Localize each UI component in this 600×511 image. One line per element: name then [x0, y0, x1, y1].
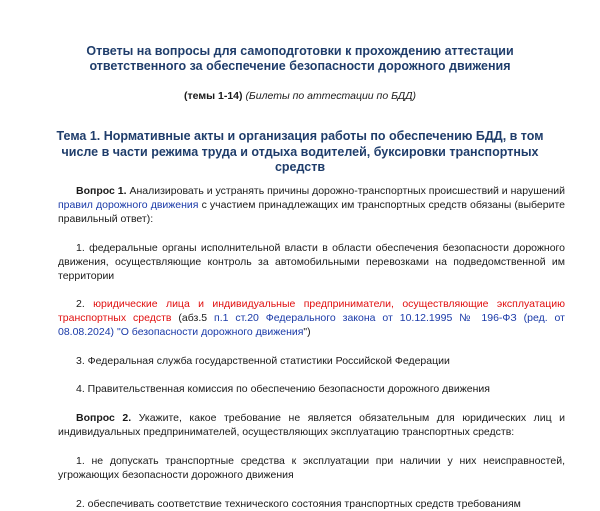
answer-2-number: 2.: [76, 298, 85, 310]
document-subtitle: [0, 90, 600, 103]
question-1-answer-2: [58, 297, 565, 339]
question-1-text-part1: Анализировать и устранять причины дорожно-транспортных происшествий и нарушений: [129, 185, 565, 197]
subtitle-topics: (темы 1-14): [184, 90, 243, 102]
question-2-text: Укажите, какое требование не является обязательным для юридических лиц и индивидуальных предпринимателей, осуществляющих эксплуатацию транспортных средств:: [58, 412, 566, 438]
law-article-link[interactable]: п.1 ст.20 Федерального закона от 10.12.1995 № 196-ФЗ (ред. от 08.08.2024): [58, 312, 565, 338]
question-2-answer-2: 2. обеспечивать соответствие технического состояния транспортных средств требованиям: [76, 498, 521, 510]
question-2: [58, 411, 565, 439]
question-1-answer-4: 4. Правительственная комиссия по обеспечению безопасности дорожного движения: [76, 383, 490, 395]
question-1-label: Вопрос 1.: [76, 185, 127, 197]
question-1-text-part2: с участием принадлежащих им транспортных средств обязаны (выберите правильный ответ):: [58, 199, 566, 225]
question-2-answer-1: 1. не допускать транспортные средства к эксплуатации при наличии у них неисправностей, угрожающих безопасности дорожного движения: [58, 455, 565, 481]
answer-2-source-close: "): [303, 326, 311, 338]
subtitle-note: (Билеты по аттестации по БДД): [245, 90, 416, 102]
answer-2-correct-text: юридические лица и индивидуальные предприниматели, осуществляющие эксплуатацию транспортных средств: [58, 298, 565, 324]
topic-title: Тема 1. Нормативные акты и организация работы по обеспечению БДД, в том числе в части режима труда и отдыха водителей, буксировки транспортных средств: [56, 129, 544, 174]
question-1: [58, 184, 565, 226]
question-1-answer-1: 1. федеральные органы исполнительной власти в области обеспечения безопасности дорожного движения, осуществляющие контроль за автомобильными перевозками на подведомственной им территории: [58, 242, 565, 282]
law-title-link[interactable]: "О безопасности дорожного движения: [116, 326, 304, 338]
pdd-link[interactable]: правил дорожного движения: [58, 199, 199, 211]
question-2-label: Вопрос 2.: [76, 412, 132, 424]
document-title: Ответы на вопросы для самоподготовки к прохождению аттестации ответственного за обеспечение безопасности дорожного движения: [86, 44, 514, 73]
question-1-answer-3: 3. Федеральная служба государственной статистики Российской Федерации: [76, 355, 450, 367]
answer-2-source-open: (абз.5: [178, 312, 208, 324]
